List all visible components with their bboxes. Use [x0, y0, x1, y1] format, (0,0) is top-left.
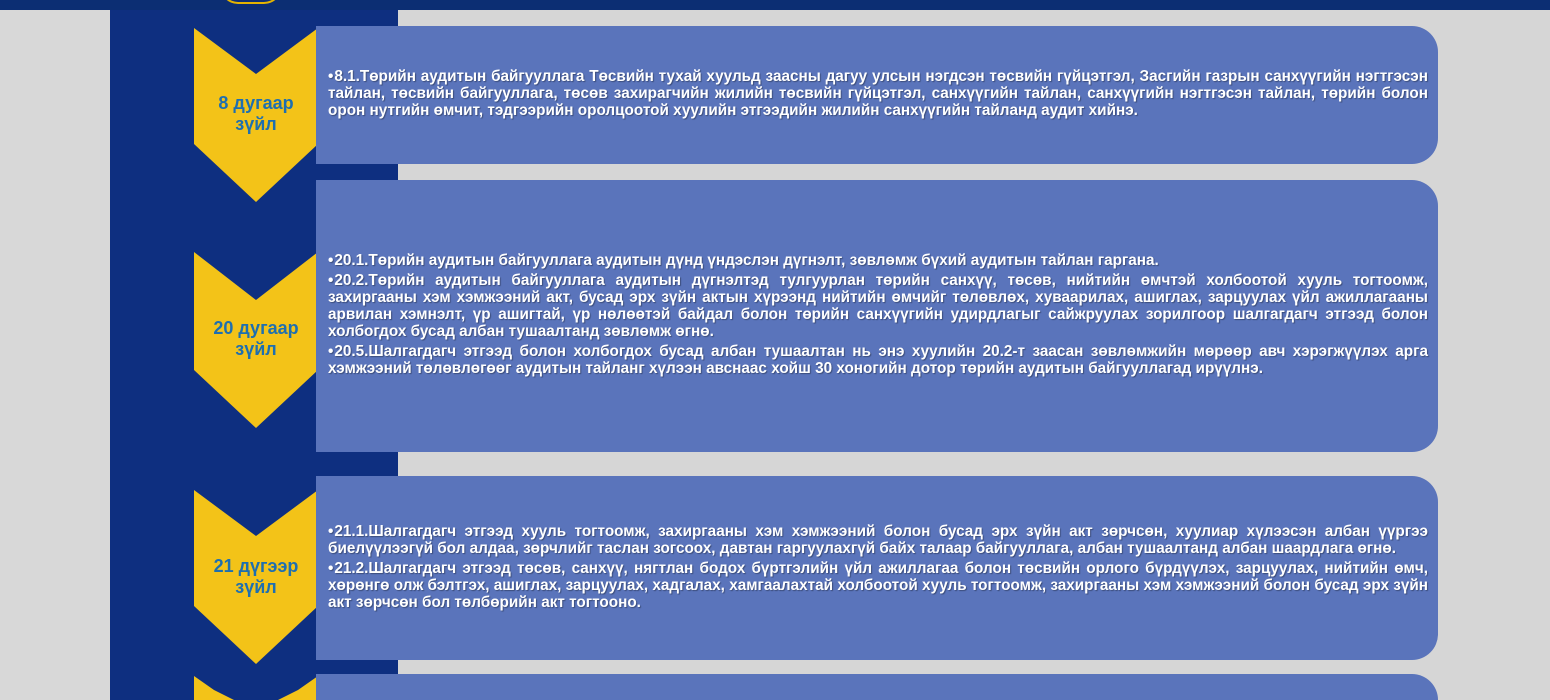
article-20-paragraph-20-2: •20.2.Төрийн аудитын байгууллага аудитын дүгнэлтэд тулгуурлан төрийн санхүү, төсөв, нийтийн өмчтэй холбоотой хууль тогтоомж, захиргааны хэм хэмжээний акт, бусад эрх зүйн актын хүрээнд нийтийн өмчийг төлөвлөх, хуваарилах, ашиглах, зарцуулах үйл ажиллагааны арвилан хэмнэлт, үр ашигтай, үр нөлөөтэй байдал болон төрийн санхүүгийн удирдлагыг сайжруулах зорилгоор шалгагдагч этгээд болон холбогдох бусад албан тушаалтанд зөвлөмж өгнө. — [328, 272, 1428, 340]
article-20-box — [316, 180, 1438, 452]
article-label-line2: зүйл — [235, 339, 277, 359]
chevron-arrow-icon — [194, 676, 318, 700]
article-20-label — [194, 318, 318, 360]
article-20-chevron — [194, 252, 318, 428]
article-8-label — [194, 93, 318, 135]
article-21-chevron — [194, 490, 318, 664]
article-21-label — [194, 556, 318, 598]
article-label-line1: 20 дугаар — [213, 318, 299, 338]
article-label-line1: 21 дүгээр — [213, 556, 299, 576]
article-21-paragraph-21-1: •21.1.Шалгагдагч этгээд хууль тогтоомж, захиргааны хэм хэмжээний болон бусад эрх зүйн акт зөрчсөн, хуулиар хүлээсэн албан үүргээ биелүүлээгүй бол алдаа, зөрчлийг таслан зогсоох, давтан гаргуулахгүй байх талаар байгууллага, албан тушаалтанд албан шаардлага өгнө. — [328, 522, 1428, 557]
stripe-gap — [398, 452, 408, 474]
article-next-chevron — [194, 676, 318, 700]
article-20-paragraph-20-1: •20.1.Төрийн аудитын байгууллага аудитын дүнд үндэслэн дүгнэлт, зөвлөмж бүхий аудитын тайлан гаргана. — [328, 252, 1159, 269]
article-21-paragraph-21-2: •21.2.Шалгагдагч этгээд төсөв, санхүү, нягтлан бодох бүртгэлийн үйл ажиллагаа болон төсвийн орлого бүрдүүлэх, зарцуулах, нийтийн өмч, хөрөнгө олж бэлтгэх, ашиглах, зарцуулах, хадгалах, хамгаалахтай холбоотой хууль тогтоомж, захиргааны хэм хэмжээний болон бусад эрх зүйн акт зөрчсөн бол төлбөрийн акт тогтооно. — [328, 559, 1428, 611]
article-label-line1: 8 дугаар — [218, 93, 294, 113]
article-20-paragraph-20-5: •20.5.Шалгагдагч этгээд болон холбогдох бусад албан тушаалтан нь энэ хуулийн 20.2-т заасан зөвлөмжийн мөрөөр авч хэрэгжүүлэх арга хэмжээний төлөвлөгөөг аудитын тайланг хүлээн авснаас хойш 30 хоногийн дотор төрийн аудитын байгууллагад ирүүлнэ. — [328, 343, 1428, 377]
article-8-paragraph-8-1: •8.1.Төрийн аудитын байгууллага Төсвийн тухай хуульд заасны дагуу улсын нэгдсэн төсвийн гүйцэтгэл, Засгийн газрын санхүүгийн нэгтгэсэн тайлан, төсвийн байгууллага, төсөв захирагчийн жилийн төсвийн гүйцэтгэл, санхүүгийн тайлан, санхүүгийн нэгтгэсэн тайлан, төрийн болон орон нутгийн өмчит, тэдгээрийн оролцоотой хуулийн этгээдийн жилийн санхүүгийн тайланд аудит хийнэ. — [328, 68, 1428, 119]
article-8-box — [316, 26, 1438, 164]
article-label-line2: зүйл — [235, 577, 277, 597]
article-8-chevron — [194, 28, 318, 202]
article-label-line2: зүйл — [235, 114, 277, 134]
article-next-box — [316, 674, 1438, 700]
article-21-box — [316, 476, 1438, 660]
